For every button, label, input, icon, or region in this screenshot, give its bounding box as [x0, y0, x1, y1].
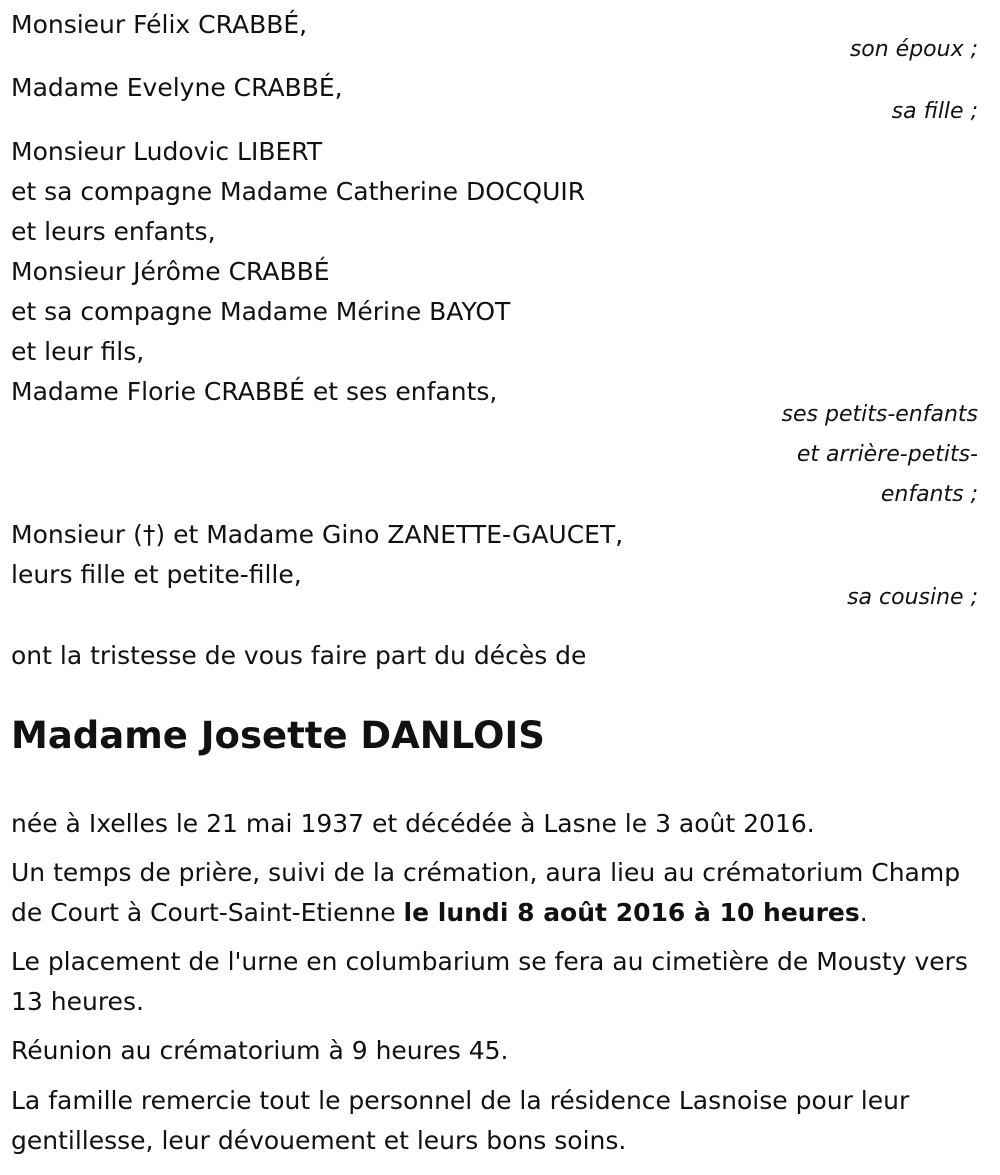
ceremony-text	[11, 853, 986, 933]
relation-grandchildren-line: enfants ;	[880, 482, 978, 507]
family-member-line: Monsieur Jérôme CRABBÉ	[11, 257, 330, 286]
family-member-line: leurs fille et petite-fille,	[11, 560, 302, 589]
family-member-line: et sa compagne Madame Mérine BAYOT	[11, 297, 511, 326]
ceremony-date: le lundi 8 août 2016 à 10 heures	[403, 898, 860, 927]
family-member-line: et leur fils,	[11, 337, 145, 366]
relation-grandchildren-line: ses petits-enfants	[781, 402, 978, 427]
family-member-line: et leurs enfants,	[11, 217, 216, 246]
family-member-line: Monsieur (†) et Madame Gino ZANETTE-GAUCET,	[11, 520, 624, 549]
family-member-line: Monsieur Ludovic LIBERT	[11, 137, 323, 166]
relation-cousin: sa cousine ;	[847, 585, 978, 610]
meeting-text: Réunion au crématorium à 9 heures 45.	[11, 1036, 509, 1065]
ceremony-end: .	[859, 898, 868, 927]
relation-spouse: son époux ;	[849, 37, 978, 62]
family-member-line: Madame Florie CRABBÉ et ses enfants,	[11, 377, 498, 406]
relation-grandchildren-line: et arrière-petits-	[796, 442, 978, 467]
birth-death-text: née à Ixelles le 21 mai 1937 et décédée à Lasne le 3 août 2016.	[11, 809, 815, 838]
family-member-evelyne: Madame Evelyne CRABBÉ,	[11, 73, 343, 102]
ceremony-location: Un temps de prière, suivi de la crémation, aura lieu au crématorium Champ de Court à Court-Saint-Etienne	[11, 858, 961, 927]
deceased-name: Madame Josette DANLOIS	[11, 714, 545, 757]
thanks-text: La famille remercie tout le personnel de la résidence Lasnoise pour leur gentillesse, leur dévouement et leurs bons soins.	[11, 1086, 910, 1155]
relation-daughter: sa fille ;	[891, 99, 978, 124]
family-member-felix: Monsieur Félix CRABBÉ,	[11, 10, 308, 39]
announcement-text: ont la tristesse de vous faire part du décès de	[11, 641, 587, 670]
urn-placement-text: Le placement de l'urne en columbarium se fera au cimetière de Mousty vers 13 heures.	[11, 947, 968, 1016]
family-member-line: et sa compagne Madame Catherine DOCQUIR	[11, 177, 586, 206]
